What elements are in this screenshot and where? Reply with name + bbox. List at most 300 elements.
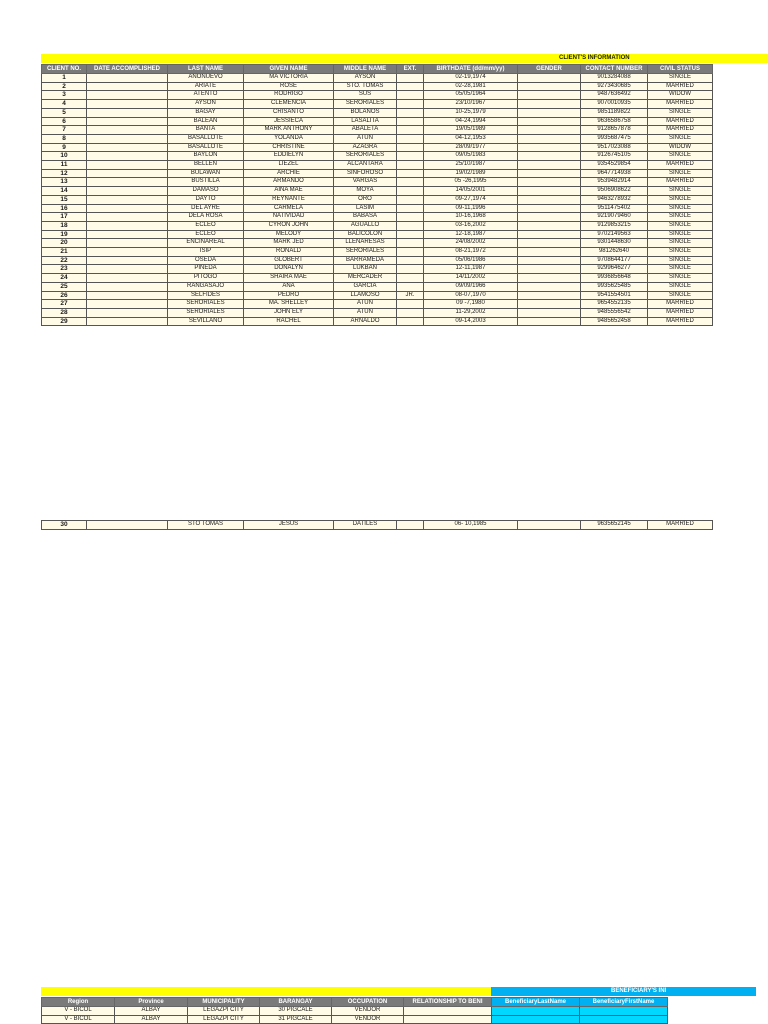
table-cell[interactable]: 20 [42, 239, 87, 248]
table-cell[interactable]: 17 [42, 213, 87, 222]
table-cell[interactable] [87, 100, 168, 109]
table-cell[interactable]: 9541554501 [581, 291, 648, 300]
table-cell[interactable]: 9128657878 [581, 126, 648, 135]
table-cell[interactable]: SINGLE [648, 204, 713, 213]
table-cell[interactable]: 15 [42, 195, 87, 204]
table-cell[interactable]: 18 [42, 221, 87, 230]
table-cell[interactable]: 04-12,1953 [424, 134, 518, 143]
table-cell[interactable]: SERORIALES [168, 308, 244, 317]
table-cell[interactable]: 24/08/2002 [424, 239, 518, 248]
table-cell[interactable]: 26 [42, 291, 87, 300]
table-cell[interactable]: MARRIED [648, 308, 713, 317]
table-cell[interactable]: 6 [42, 117, 87, 126]
table-cell[interactable] [518, 134, 581, 143]
table-cell[interactable]: SERORIALES [168, 300, 244, 309]
table-cell[interactable]: CARMELA [244, 204, 334, 213]
table-cell[interactable]: BAYLON [168, 152, 244, 161]
table-cell[interactable]: 9070010935 [581, 100, 648, 109]
table-cell[interactable] [87, 204, 168, 213]
table-cell[interactable]: 9273430685 [581, 82, 648, 91]
table-cell[interactable] [518, 117, 581, 126]
table-cell[interactable]: ATUN [334, 134, 397, 143]
table-cell[interactable]: JOHN ELY [244, 308, 334, 317]
table-cell[interactable]: 1 [42, 74, 87, 83]
table-cell[interactable]: BANTA [168, 126, 244, 135]
table-cell[interactable]: 9463278932 [581, 195, 648, 204]
table-cell[interactable] [87, 230, 168, 239]
table-cell[interactable]: MARRIED [648, 300, 713, 309]
table-cell[interactable]: WIDOW [648, 91, 713, 100]
table-cell[interactable]: MARRIED [648, 82, 713, 91]
table-cell[interactable]: 9487636492 [581, 91, 648, 100]
table-cell[interactable]: 9013284088 [581, 74, 648, 83]
table-cell[interactable]: ATUN [334, 308, 397, 317]
table-cell[interactable]: AYSON [334, 74, 397, 83]
table-cell[interactable] [518, 152, 581, 161]
table-cell[interactable]: 13 [42, 178, 87, 187]
table-row[interactable] [42, 152, 713, 161]
table-cell[interactable]: 05/06/1986 [424, 256, 518, 265]
table-cell[interactable]: CLEMENCIA [244, 100, 334, 109]
table-cell[interactable]: 9506908622 [581, 187, 648, 196]
table-cell[interactable]: WIDOW [648, 143, 713, 152]
table-cell[interactable]: 9708644177 [581, 256, 648, 265]
table-cell[interactable]: LLENARESAS [334, 239, 397, 248]
table-cell[interactable]: 9219079460 [581, 213, 648, 222]
table-cell[interactable]: 9129853215 [581, 221, 648, 230]
table-cell[interactable]: 25/10/1987 [424, 161, 518, 170]
table-cell[interactable]: LEGAZPI CITY [188, 1015, 260, 1024]
table-row[interactable] [42, 274, 713, 283]
table-cell[interactable]: 4 [42, 100, 87, 109]
table-row[interactable] [42, 204, 713, 213]
table-cell[interactable]: 9935687475 [581, 134, 648, 143]
table-row[interactable] [42, 317, 713, 326]
table-cell[interactable]: 02-28,1981 [424, 82, 518, 91]
table-cell[interactable]: MARRIED [648, 178, 713, 187]
table-cell[interactable] [518, 230, 581, 239]
table-cell[interactable] [87, 221, 168, 230]
table-cell[interactable]: 16 [42, 204, 87, 213]
table-cell[interactable]: 9301448630 [581, 239, 648, 248]
table-cell[interactable]: 19/05/1989 [424, 126, 518, 135]
table-row[interactable] [42, 82, 713, 91]
table-cell[interactable]: GARCIA [334, 282, 397, 291]
table-cell[interactable]: BARRAMEDA [334, 256, 397, 265]
table-cell[interactable]: ABALETA [334, 126, 397, 135]
table-cell[interactable]: JESSIECA [244, 117, 334, 126]
table-cell[interactable] [518, 248, 581, 257]
table-cell[interactable]: 12-11,1987 [424, 265, 518, 274]
table-cell[interactable] [87, 195, 168, 204]
table-cell[interactable]: RONALD [244, 248, 334, 257]
table-cell[interactable]: MARRIED [648, 317, 713, 326]
table-cell[interactable] [87, 317, 168, 326]
table-cell[interactable]: SINGLE [648, 152, 713, 161]
table-cell[interactable]: 14/05/2001 [424, 187, 518, 196]
table-cell[interactable] [397, 117, 424, 126]
table-row[interactable] [42, 230, 713, 239]
table-cell[interactable] [492, 1015, 580, 1024]
table-cell[interactable]: ECLEO [168, 221, 244, 230]
table-cell[interactable] [87, 521, 168, 530]
table-cell[interactable]: ROSE [244, 82, 334, 91]
table-cell[interactable]: BASALLOTE [168, 134, 244, 143]
table-cell[interactable]: 10-16,1968 [424, 213, 518, 222]
table-cell[interactable] [518, 300, 581, 309]
table-cell[interactable]: 05/05/1964 [424, 91, 518, 100]
table-cell[interactable]: SINGLE [648, 195, 713, 204]
table-cell[interactable]: PEDRO [244, 291, 334, 300]
table-cell[interactable]: 06- 10,1985 [424, 521, 518, 530]
table-cell[interactable] [397, 256, 424, 265]
table-row[interactable] [42, 126, 713, 135]
table-cell[interactable] [87, 274, 168, 283]
table-row[interactable] [42, 108, 713, 117]
table-cell[interactable] [87, 82, 168, 91]
table-cell[interactable]: DAMASO [168, 187, 244, 196]
table-cell[interactable] [87, 300, 168, 309]
table-cell[interactable]: RACHEL [244, 317, 334, 326]
table-cell[interactable] [87, 134, 168, 143]
table-row[interactable] [42, 161, 713, 170]
table-cell[interactable]: ALCANTARA [334, 161, 397, 170]
table-cell[interactable]: 29 [42, 317, 87, 326]
table-cell[interactable]: AINA MAE [244, 187, 334, 196]
table-cell[interactable]: SERORIALES [334, 100, 397, 109]
table-cell[interactable] [518, 239, 581, 248]
table-cell[interactable]: 09/09/1966 [424, 282, 518, 291]
table-cell[interactable] [518, 308, 581, 317]
table-row[interactable] [42, 91, 713, 100]
table-cell[interactable] [518, 126, 581, 135]
table-cell[interactable]: VENDOR [332, 1007, 404, 1016]
table-cell[interactable]: BELLEN [168, 161, 244, 170]
table-row[interactable] [42, 282, 713, 291]
table-cell[interactable] [518, 100, 581, 109]
table-cell[interactable]: SELFIDES [168, 291, 244, 300]
table-cell[interactable] [397, 300, 424, 309]
table-row[interactable] [42, 256, 713, 265]
table-cell[interactable] [397, 282, 424, 291]
table-row[interactable] [42, 291, 713, 300]
table-cell[interactable] [87, 239, 168, 248]
table-cell[interactable] [518, 213, 581, 222]
table-cell[interactable]: 7 [42, 126, 87, 135]
table-cell[interactable] [397, 265, 424, 274]
table-cell[interactable]: PITOGO [168, 274, 244, 283]
table-cell[interactable]: ISIP [168, 248, 244, 257]
table-row[interactable] [42, 117, 713, 126]
table-cell[interactable]: VARGAS [334, 178, 397, 187]
table-cell[interactable]: PINEDA [168, 265, 244, 274]
table-cell[interactable] [397, 178, 424, 187]
table-cell[interactable] [87, 187, 168, 196]
table-cell[interactable]: LASALITA [334, 117, 397, 126]
table-row[interactable] [42, 178, 713, 187]
table-cell[interactable]: 9511475402 [581, 204, 648, 213]
table-row[interactable] [42, 169, 713, 178]
table-cell[interactable]: 9702149563 [581, 230, 648, 239]
table-cell[interactable]: 9935625485 [581, 282, 648, 291]
table-cell[interactable]: SINGLE [648, 282, 713, 291]
table-cell[interactable]: SHAIRA MAE [244, 274, 334, 283]
table-cell[interactable]: ARNALDO [334, 317, 397, 326]
table-cell[interactable]: DATILES [334, 521, 397, 530]
table-cell[interactable]: SEVILLANO [168, 317, 244, 326]
table-cell[interactable]: AGUALLO [334, 221, 397, 230]
table-cell[interactable]: SINGLE [648, 274, 713, 283]
table-cell[interactable] [397, 169, 424, 178]
table-cell[interactable]: SERORIALES [334, 248, 397, 257]
table-cell[interactable]: MA VICTORIA [244, 74, 334, 83]
table-cell[interactable]: 14 [42, 187, 87, 196]
table-cell[interactable] [518, 221, 581, 230]
table-cell[interactable]: CRISANTO [244, 108, 334, 117]
table-cell[interactable] [518, 291, 581, 300]
table-cell[interactable]: MARRIED [648, 126, 713, 135]
table-cell[interactable] [87, 256, 168, 265]
table-cell[interactable]: MA. SHELLEY [244, 300, 334, 309]
table-cell[interactable]: 30 [42, 521, 87, 530]
table-cell[interactable]: LUKBAN [334, 265, 397, 274]
table-cell[interactable]: 10-25,1979 [424, 108, 518, 117]
table-cell[interactable]: NATIVIDAD [244, 213, 334, 222]
table-cell[interactable]: 9539482914 [581, 178, 648, 187]
table-cell[interactable]: 25 [42, 282, 87, 291]
table-cell[interactable]: ECLEO [168, 230, 244, 239]
table-cell[interactable]: 23/10/1967 [424, 100, 518, 109]
table-cell[interactable] [87, 126, 168, 135]
table-cell[interactable] [518, 91, 581, 100]
table-cell[interactable]: 9299646277 [581, 265, 648, 274]
table-cell[interactable]: AYSON [168, 100, 244, 109]
table-cell[interactable] [87, 91, 168, 100]
table-cell[interactable] [397, 213, 424, 222]
table-cell[interactable] [518, 265, 581, 274]
table-cell[interactable]: SINGLE [648, 221, 713, 230]
table-cell[interactable] [87, 282, 168, 291]
table-cell[interactable] [518, 82, 581, 91]
table-cell[interactable] [397, 274, 424, 283]
table-cell[interactable] [87, 213, 168, 222]
table-cell[interactable] [397, 204, 424, 213]
table-cell[interactable]: LIEZEL [244, 161, 334, 170]
table-row[interactable] [42, 239, 713, 248]
table-cell[interactable]: SINGLE [648, 248, 713, 257]
table-cell[interactable]: BULAWAN [168, 169, 244, 178]
table-cell[interactable] [87, 161, 168, 170]
table-cell[interactable]: SINGLE [648, 187, 713, 196]
table-cell[interactable]: SINGLE [648, 74, 713, 83]
table-row[interactable] [42, 187, 713, 196]
table-cell[interactable]: EDDIELYN [244, 152, 334, 161]
table-cell[interactable]: 02-19,1974 [424, 74, 518, 83]
table-cell[interactable]: BABASA [334, 213, 397, 222]
table-cell[interactable]: MARK ANTHONY [244, 126, 334, 135]
table-cell[interactable]: 28/09/1977 [424, 143, 518, 152]
table-cell[interactable] [397, 82, 424, 91]
table-cell[interactable]: 11 [42, 161, 87, 170]
table-cell[interactable]: 9636586758 [581, 117, 648, 126]
table-cell[interactable]: 28 [42, 308, 87, 317]
table-cell[interactable] [397, 108, 424, 117]
table-cell[interactable] [518, 169, 581, 178]
table-row[interactable] [42, 100, 713, 109]
table-cell[interactable]: 3 [42, 91, 87, 100]
table-cell[interactable] [87, 265, 168, 274]
table-cell[interactable] [397, 126, 424, 135]
table-cell[interactable] [518, 256, 581, 265]
table-cell[interactable]: MOYA [334, 187, 397, 196]
table-cell[interactable]: 9126745105 [581, 152, 648, 161]
table-cell[interactable]: JR. [397, 291, 424, 300]
table-cell[interactable] [397, 161, 424, 170]
table-cell[interactable] [518, 282, 581, 291]
table-cell[interactable] [397, 74, 424, 83]
table-cell[interactable] [397, 248, 424, 257]
table-cell[interactable]: ALBAY [115, 1015, 188, 1024]
table-cell[interactable]: MARRIED [648, 161, 713, 170]
table-cell[interactable] [518, 317, 581, 326]
table-cell[interactable]: SINGLE [648, 239, 713, 248]
table-cell[interactable]: 21 [42, 248, 87, 257]
table-row[interactable] [42, 213, 713, 222]
table-cell[interactable]: REYNANTE [244, 195, 334, 204]
table-cell[interactable] [580, 1015, 668, 1024]
table-row[interactable] [42, 308, 713, 317]
table-cell[interactable] [397, 521, 424, 530]
table-cell[interactable]: 12 [42, 169, 87, 178]
table-cell[interactable]: 10 [42, 152, 87, 161]
table-cell[interactable] [87, 143, 168, 152]
table-cell[interactable]: 9851189822 [581, 108, 648, 117]
table-cell[interactable]: AÑONUEVO [168, 74, 244, 83]
table-cell[interactable]: 981262640 [581, 248, 648, 257]
table-cell[interactable]: LEGAZPI CITY [188, 1007, 260, 1016]
table-cell[interactable]: SERORIALES [334, 152, 397, 161]
table-cell[interactable]: SINGLE [648, 265, 713, 274]
table-cell[interactable]: V - BICOL [42, 1007, 115, 1016]
table-cell[interactable] [87, 117, 168, 126]
table-cell[interactable]: 31 PIGCALE [260, 1015, 332, 1024]
table-row[interactable] [42, 221, 713, 230]
table-row[interactable] [42, 134, 713, 143]
table-cell[interactable]: 08-21,1972 [424, 248, 518, 257]
table-cell[interactable]: ENCINAREAL [168, 239, 244, 248]
table-cell[interactable]: 24 [42, 274, 87, 283]
table-cell[interactable]: SINGLE [648, 213, 713, 222]
table-cell[interactable]: 11-29,2002 [424, 308, 518, 317]
table-cell[interactable]: BALEAN [168, 117, 244, 126]
table-cell[interactable]: 19 [42, 230, 87, 239]
table-cell[interactable]: OSEDA [168, 256, 244, 265]
table-cell[interactable]: 9647714938 [581, 169, 648, 178]
table-cell[interactable]: SINFOROSO [334, 169, 397, 178]
table-cell[interactable] [397, 230, 424, 239]
table-row[interactable] [42, 1015, 668, 1024]
table-cell[interactable] [397, 187, 424, 196]
table-cell[interactable]: BASALLOTE [168, 143, 244, 152]
table-cell[interactable] [87, 108, 168, 117]
table-cell[interactable]: GLOBERT [244, 256, 334, 265]
table-cell[interactable]: DELA ROSA [168, 213, 244, 222]
table-cell[interactable] [518, 195, 581, 204]
table-cell[interactable]: MARRIED [648, 100, 713, 109]
table-cell[interactable] [404, 1015, 492, 1024]
table-cell[interactable]: 09-11,1996 [424, 204, 518, 213]
table-cell[interactable]: YOLANDA [244, 134, 334, 143]
table-cell[interactable] [397, 317, 424, 326]
table-cell[interactable]: SUS [334, 91, 397, 100]
table-cell[interactable]: 9517023088 [581, 143, 648, 152]
table-row[interactable] [42, 521, 713, 530]
table-row[interactable] [42, 1007, 668, 1016]
table-cell[interactable]: CYRON JOHN [244, 221, 334, 230]
table-row[interactable] [42, 143, 713, 152]
table-cell[interactable]: ARCHIE [244, 169, 334, 178]
table-cell[interactable]: ORO [334, 195, 397, 204]
table-cell[interactable]: 9485556542 [581, 308, 648, 317]
table-cell[interactable] [87, 74, 168, 83]
table-row[interactable] [42, 74, 713, 83]
table-cell[interactable]: VENDOR [332, 1015, 404, 1024]
table-cell[interactable] [397, 308, 424, 317]
table-row[interactable] [42, 195, 713, 204]
table-cell[interactable]: 09/05/1983 [424, 152, 518, 161]
table-cell[interactable]: CHRISTINE [244, 143, 334, 152]
table-cell[interactable] [397, 152, 424, 161]
table-cell[interactable]: ATENTO [168, 91, 244, 100]
table-cell[interactable] [518, 274, 581, 283]
table-cell[interactable] [492, 1007, 580, 1016]
table-cell[interactable] [87, 308, 168, 317]
table-cell[interactable]: 9635652145 [581, 521, 648, 530]
table-cell[interactable]: MARRIED [648, 117, 713, 126]
table-cell[interactable] [580, 1007, 668, 1016]
table-cell[interactable] [518, 178, 581, 187]
table-cell[interactable]: 09 -7,1980 [424, 300, 518, 309]
table-cell[interactable]: SINGLE [648, 291, 713, 300]
table-cell[interactable]: 9936856648 [581, 274, 648, 283]
table-row[interactable] [42, 265, 713, 274]
table-cell[interactable]: BUSTILLA [168, 178, 244, 187]
table-cell[interactable]: 04-24,1994 [424, 117, 518, 126]
table-cell[interactable]: JESUS [244, 521, 334, 530]
table-cell[interactable]: DEL AYRE [168, 204, 244, 213]
table-cell[interactable] [397, 221, 424, 230]
table-cell[interactable] [518, 74, 581, 83]
table-cell[interactable] [87, 169, 168, 178]
table-cell[interactable]: ARMANDO [244, 178, 334, 187]
table-cell[interactable]: 09-14,2003 [424, 317, 518, 326]
table-cell[interactable]: DAYTO [168, 195, 244, 204]
table-cell[interactable] [87, 178, 168, 187]
table-cell[interactable]: MARK JED [244, 239, 334, 248]
table-cell[interactable] [518, 161, 581, 170]
table-cell[interactable]: RODRIGO [244, 91, 334, 100]
table-cell[interactable]: ALBAY [115, 1007, 188, 1016]
table-cell[interactable]: V - BICOL [42, 1015, 115, 1024]
table-cell[interactable]: SINGLE [648, 256, 713, 265]
table-cell[interactable]: STO. TOMAS [334, 82, 397, 91]
table-cell[interactable]: 2 [42, 82, 87, 91]
table-cell[interactable]: 08-07,1970 [424, 291, 518, 300]
table-cell[interactable] [397, 134, 424, 143]
table-cell[interactable]: RANGASAJO [168, 282, 244, 291]
table-row[interactable] [42, 248, 713, 257]
table-cell[interactable]: SINGLE [648, 134, 713, 143]
